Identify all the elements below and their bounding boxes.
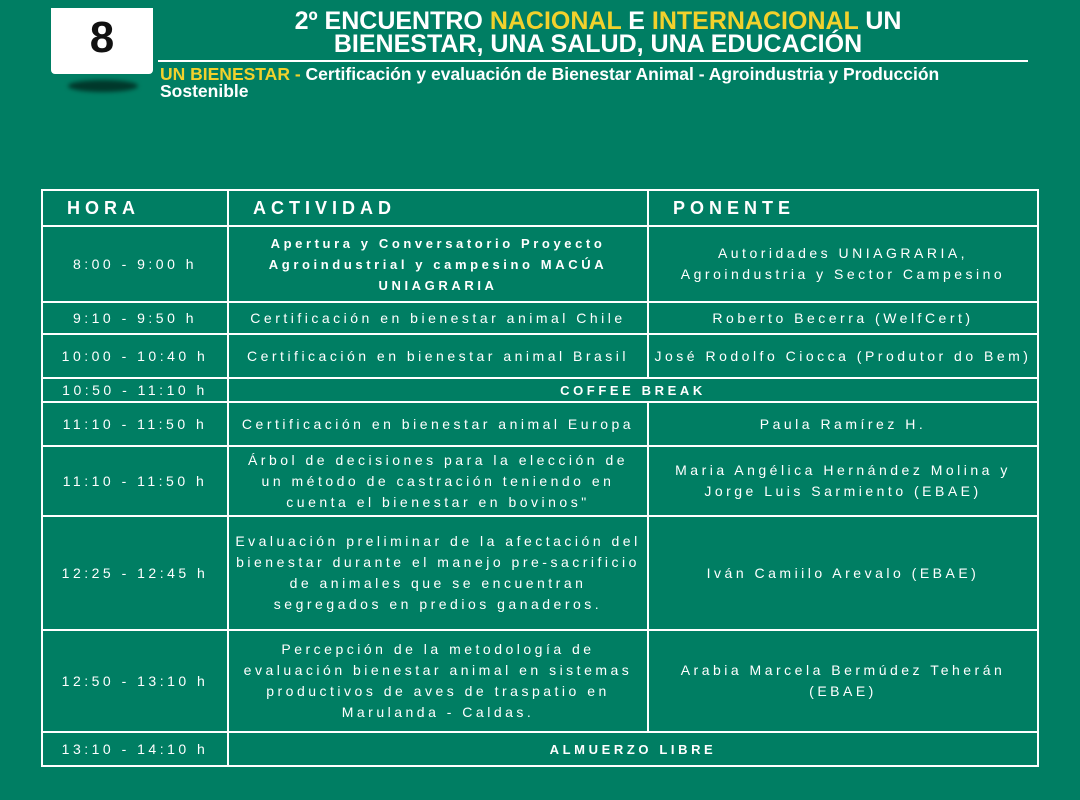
event-title-line2: BIENESTAR, UNA SALUD, UNA EDUCACIÓN [333,30,863,58]
header-hora: HORA [42,190,228,226]
header-actividad: ACTIVIDAD [228,190,648,226]
row-ponente: Autoridades UNIAGRARIA, Agroindustria y Sector Campesino [648,226,1038,302]
event-title [160,7,1036,58]
header-ponente: PONENTE [648,190,1038,226]
event-subtitle [160,66,1030,100]
calendar-header [51,0,153,10]
title-highlight-nacional: NACIONAL [489,7,622,35]
row-actividad: Certificación en bienestar animal Chile [228,302,648,334]
row-ponente: José Rodolfo Ciocca (Produtor do Bem) [648,334,1038,378]
title-highlight-internacional: INTERNACIONAL [651,7,859,35]
row-hora: 13:10 - 14:10 h [42,732,228,766]
title-part: E [621,7,652,35]
row-actividad: Apertura y Conversatorio Proyecto Agroindustrial y campesino MACÚA UNIAGRARIA [228,226,648,302]
row-hora: 10:00 - 10:40 h [42,334,228,378]
row-hora: 12:50 - 13:10 h [42,630,228,732]
table-row-break [42,732,1038,766]
row-hora: 8:00 - 9:00 h [42,226,228,302]
row-hora: 10:50 - 11:10 h [42,378,228,402]
title-part: 2º ENCUENTRO [294,7,490,35]
row-actividad: Evaluación preliminar de la afectación del bienestar durante el manejo pre-sacrificio de animales que se encuentran segregados en predios ganaderos. [228,516,648,630]
subtitle-text: Certificación y evaluación de Bienestar Animal - Agroindustria y Producción Sostenible [160,64,940,101]
table-row-break [42,378,1038,402]
title-part: UN [858,7,902,35]
row-actividad: Percepción de la metodología de evaluación bienestar animal en sistemas productivos de aves de traspatio en Marulanda - Caldas. [228,630,648,732]
row-break-label: ALMUERZO LIBRE [228,732,1038,766]
row-hora: 11:10 - 11:50 h [42,402,228,446]
row-hora: 12:25 - 12:45 h [42,516,228,630]
row-hora: 9:10 - 9:50 h [42,302,228,334]
table-row [42,516,1038,630]
table-row [42,226,1038,302]
table-row [42,302,1038,334]
calendar-shadow [68,80,138,92]
schedule-table [41,189,1039,767]
table-row [42,402,1038,446]
row-actividad: Árbol de decisiones para la elección de un método de castración teniendo en cuenta el bienestar en bovinos" [228,446,648,516]
row-actividad: Certificación en bienestar animal Brasil [228,334,648,378]
row-actividad: Certificación en bienestar animal Europa [228,402,648,446]
table-row [42,630,1038,732]
row-hora: 11:10 - 11:50 h [42,446,228,516]
table-row [42,446,1038,516]
calendar-day-number: 8 [89,13,115,62]
row-ponente: Roberto Becerra (WelfCert) [648,302,1038,334]
row-ponente: Arabia Marcela Bermúdez Teherán (EBAE) [648,630,1038,732]
row-ponente: Maria Angélica Hernández Molina y Jorge Luis Sarmiento (EBAE) [648,446,1038,516]
row-ponente: Paula Ramírez H. [648,402,1038,446]
row-break-label: COFFEE BREAK [228,378,1038,402]
calendar-badge [51,0,153,74]
row-ponente: Iván Camiilo Arevalo (EBAE) [648,516,1038,630]
title-divider [158,60,1028,62]
table-header-row [42,190,1038,226]
table-row [42,334,1038,378]
subtitle-highlight: UN BIENESTAR - [160,64,306,84]
